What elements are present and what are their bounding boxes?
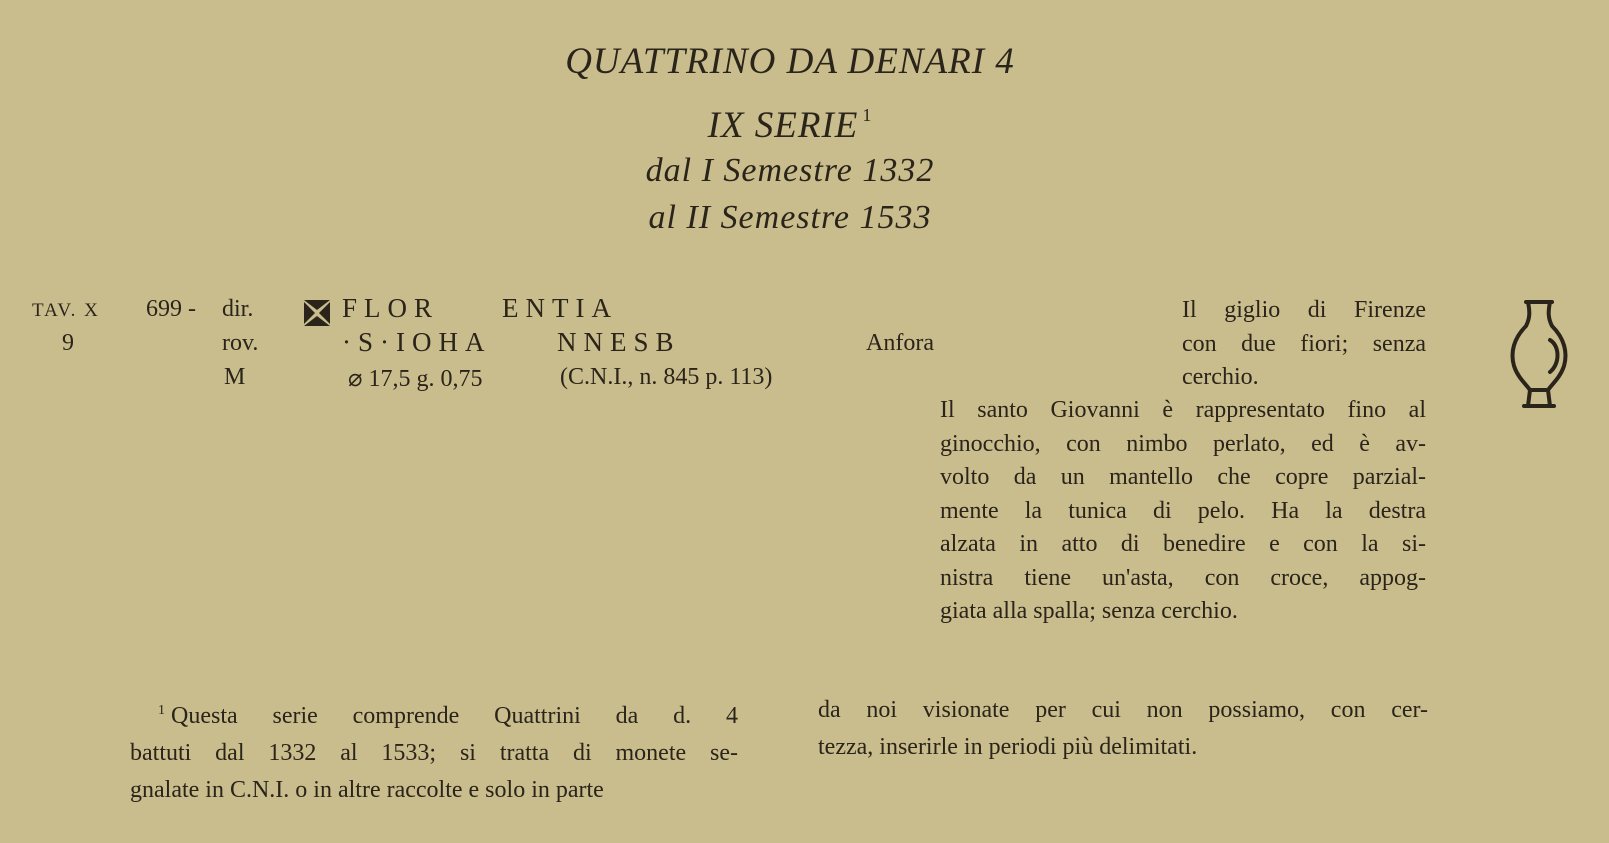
plate-number: 9 (62, 330, 74, 356)
description-line: giata alla spalla; senza cerchio. (940, 598, 1238, 624)
cni-reference: (C.N.I., n. 845 p. 113) (560, 364, 773, 390)
reverse-description (940, 394, 1426, 629)
footnote-line: da noi visionate per cui non possiamo, con cer- (818, 697, 1428, 723)
description-line: mente la tunica di pelo. Ha la destra (940, 497, 1426, 524)
obverse-legend-part2: ENTIA (502, 293, 618, 323)
amphora-icon (1506, 298, 1572, 418)
series-title (0, 104, 1580, 147)
coin-type-title: QUATTRINO DA DENARI 4 (565, 41, 1015, 82)
footnote-text: Questa serie comprende Quattrini da d. 4 (171, 703, 738, 729)
metal-label: M (224, 364, 246, 390)
diameter-weight: ⌀ 17,5 g. 0,75 (348, 366, 483, 392)
description-line: nistra tiene un'asta, con croce, appog- (940, 564, 1426, 591)
description-line: Il santo Giovanni è rappresentato fino al (940, 397, 1426, 423)
catalog-number: 699 - (146, 296, 196, 322)
description-line: Il giglio di Firenze (1182, 297, 1426, 323)
series-label: IX SERIE (707, 105, 859, 146)
period-to: al II Semestre 1533 (648, 199, 932, 236)
footnote-right (818, 692, 1428, 766)
footnote-line: battuti dal 1332 al 1533; si tratta di monete se- (130, 740, 738, 766)
footnote-marker: 1 (158, 703, 165, 718)
footnote-line (130, 692, 738, 735)
description-line: con due fiori; senza (1182, 330, 1426, 357)
description-line: cerchio. (1182, 364, 1259, 390)
period-from: dal I Semestre 1332 (645, 152, 935, 189)
description-line: ginocchio, con nimbo perlato, ed è av- (940, 430, 1426, 457)
plate-label: TAV. X (32, 300, 100, 321)
reverse-label: rov. (222, 330, 259, 356)
footnote-reference: 1 (862, 105, 873, 125)
footnote-left (130, 692, 738, 809)
footnote-line: tezza, inserirle in periodi più delimitati. (818, 734, 1198, 760)
reverse-legend-part1: ·S·IOHA (342, 327, 492, 357)
cross-pattee-icon (304, 300, 330, 326)
obverse-label: dir. (222, 296, 254, 322)
mint-symbol: Anfora (866, 330, 934, 356)
footnote-line: gnalate in C.N.I. o in altre raccolte e solo in parte (130, 777, 604, 803)
description-line: volto da un mantello che copre parzial- (940, 464, 1426, 490)
obverse-legend-part1: FLOR (342, 293, 440, 323)
reverse-legend-part2: NNESB (557, 327, 681, 357)
description-line: alzata in atto di benedire e con la si- (940, 531, 1426, 557)
obverse-description (1182, 294, 1426, 395)
